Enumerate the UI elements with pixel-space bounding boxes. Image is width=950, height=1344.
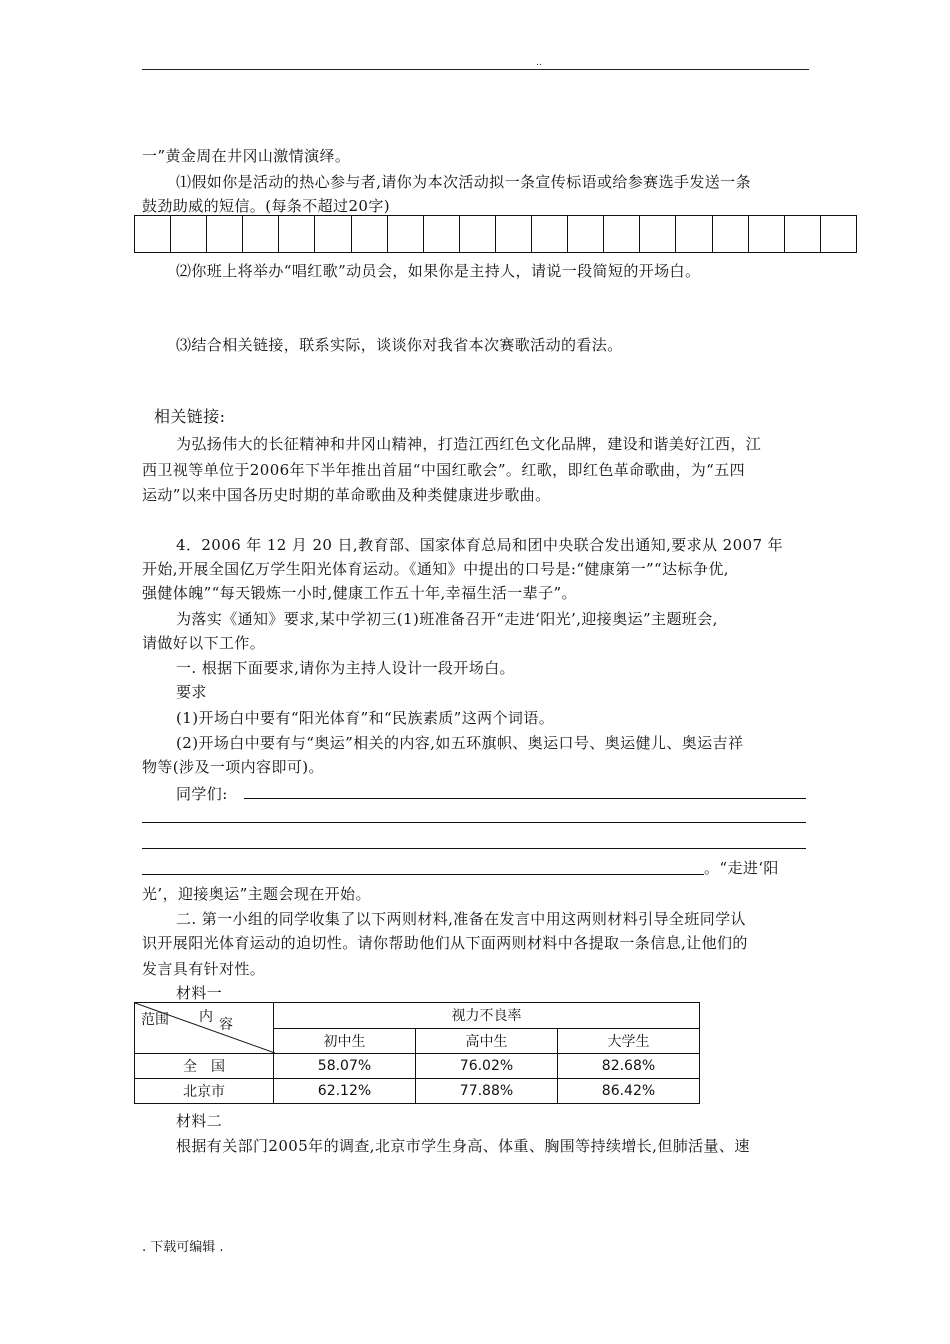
text-line: 强健体魄”“每天锻炼一小时,健康工作五十年,幸福生活一辈子”。 [142, 584, 577, 602]
vision-data-table [134, 1002, 700, 1104]
text-line: 要求 [176, 683, 207, 701]
grid-cell[interactable] [604, 216, 640, 252]
text-line: (2)开场白中要有与“奥运”相关的内容,如五环旗帜、奥运口号、奥运健儿、奥运吉祥 [176, 734, 744, 752]
header-dots: .. [536, 58, 542, 68]
text-line: 一”黄金周在井冈山激情演绎。 [142, 147, 351, 165]
grid-cell[interactable] [568, 216, 604, 252]
grid-cell[interactable] [749, 216, 785, 252]
page-footer: . 下载可编辑 . [142, 1240, 224, 1255]
table-cell: 76.02% [416, 1054, 558, 1079]
grid-cell[interactable] [676, 216, 712, 252]
text-line: 根据有关部门2005年的调查,北京市学生身高、体重、胸围等持续增长,但肺活量、速 [176, 1137, 750, 1155]
grid-cell[interactable] [821, 216, 856, 252]
text-line: 物等(涉及一项内容即可)。 [142, 758, 324, 776]
table-row [135, 1054, 700, 1079]
grid-cell[interactable] [640, 216, 676, 252]
table-cell: 62.12% [274, 1079, 416, 1104]
section-heading: 相关链接: [154, 407, 226, 426]
table-corner-cell [135, 1003, 274, 1054]
text-line: 一. 根据下面要求,请你为主持人设计一段开场白。 [176, 659, 515, 677]
answer-char-grid[interactable] [134, 215, 857, 253]
answer-prompt: 同学们: [176, 785, 228, 803]
table-group-header: 视力不良率 [274, 1003, 700, 1029]
corner-label-content: 容 [219, 1017, 233, 1033]
grid-cell[interactable] [207, 216, 243, 252]
grid-cell[interactable] [171, 216, 207, 252]
table-row-label: 全 国 [135, 1054, 274, 1079]
grid-cell[interactable] [460, 216, 496, 252]
header-rule [142, 69, 809, 70]
text-line: ⑴假如你是活动的热心参与者,请你为本次活动拟一条宣传标语或给参赛选手发送一条 [176, 173, 751, 191]
grid-cell[interactable] [388, 216, 424, 252]
text-line: 4．2006 年 12 月 20 日,教育部、国家体育总局和团中央联合发出通知,要求从 2007 年 [176, 536, 783, 554]
table-cell: 77.88% [416, 1079, 558, 1104]
text-line: ⑶结合相关链接，联系实际，谈谈你对我省本次赛歌活动的看法。 [176, 336, 623, 354]
table-cell: 86.42% [558, 1079, 700, 1104]
grid-cell[interactable] [496, 216, 532, 252]
table-column-header: 大学生 [558, 1028, 700, 1054]
text-line: 二. 第一小组的同学收集了以下两则材料,准备在发言中用这两则材料引导全班同学认 [176, 910, 746, 928]
grid-cell[interactable] [135, 216, 171, 252]
text-line: 光’，迎接奥运”主题会现在开始。 [142, 885, 371, 903]
grid-cell[interactable] [243, 216, 279, 252]
corner-label-range: 范围 [141, 1012, 169, 1028]
grid-cell[interactable] [532, 216, 568, 252]
text-line: 为落实《通知》要求,某中学初三(1)班准备召开“走进‘阳光’,迎接奥运”主题班会, [176, 610, 718, 628]
answer-line[interactable] [142, 848, 806, 849]
answer-line[interactable] [142, 822, 806, 823]
grid-cell[interactable] [785, 216, 821, 252]
text-line: 。“走进‘阳 [704, 859, 779, 877]
text-line: 西卫视等单位于2006年下半年推出首届“中国红歌会”。红歌，即红色革命歌曲，为“五四 [142, 461, 745, 479]
table-row-label: 北京市 [135, 1079, 274, 1104]
text-line: 发言具有针对性。 [142, 960, 266, 978]
table-row [135, 1079, 700, 1104]
text-line: 请做好以下工作。 [142, 634, 266, 652]
table-cell: 58.07% [274, 1054, 416, 1079]
grid-cell[interactable] [352, 216, 388, 252]
material-label: 材料二 [176, 1112, 223, 1130]
table-column-header: 高中生 [416, 1028, 558, 1054]
answer-line[interactable] [244, 798, 806, 799]
grid-cell[interactable] [424, 216, 460, 252]
text-line: 鼓劲助威的短信。(每条不超过20字) [142, 197, 390, 215]
text-line: 识开展阳光体育运动的迫切性。请你帮助他们从下面两则材料中各提取一条信息,让他们的 [142, 934, 748, 952]
table-cell: 82.68% [558, 1054, 700, 1079]
material-label: 材料一 [176, 984, 223, 1002]
text-line: 运动”以来中国各历史时期的革命歌曲及种类健康进步歌曲。 [142, 486, 551, 504]
answer-line[interactable] [142, 874, 704, 875]
grid-cell[interactable] [279, 216, 315, 252]
grid-cell[interactable] [713, 216, 749, 252]
grid-cell[interactable] [315, 216, 351, 252]
table-column-header: 初中生 [274, 1028, 416, 1054]
corner-label-content: 内 [199, 1009, 213, 1025]
text-line: (1)开场白中要有“阳光体育”和“民族素质”这两个词语。 [176, 709, 555, 727]
text-line: ⑵你班上将举办“唱红歌”动员会，如果你是主持人，请说一段简短的开场白。 [176, 262, 701, 280]
text-line: 开始,开展全国亿万学生阳光体育运动。《通知》中提出的口号是:“健康第一”“达标争优, [142, 560, 729, 578]
text-line: 为弘扬伟大的长征精神和井冈山精神，打造江西红色文化品牌，建设和谐美好江西，江 [176, 435, 762, 453]
